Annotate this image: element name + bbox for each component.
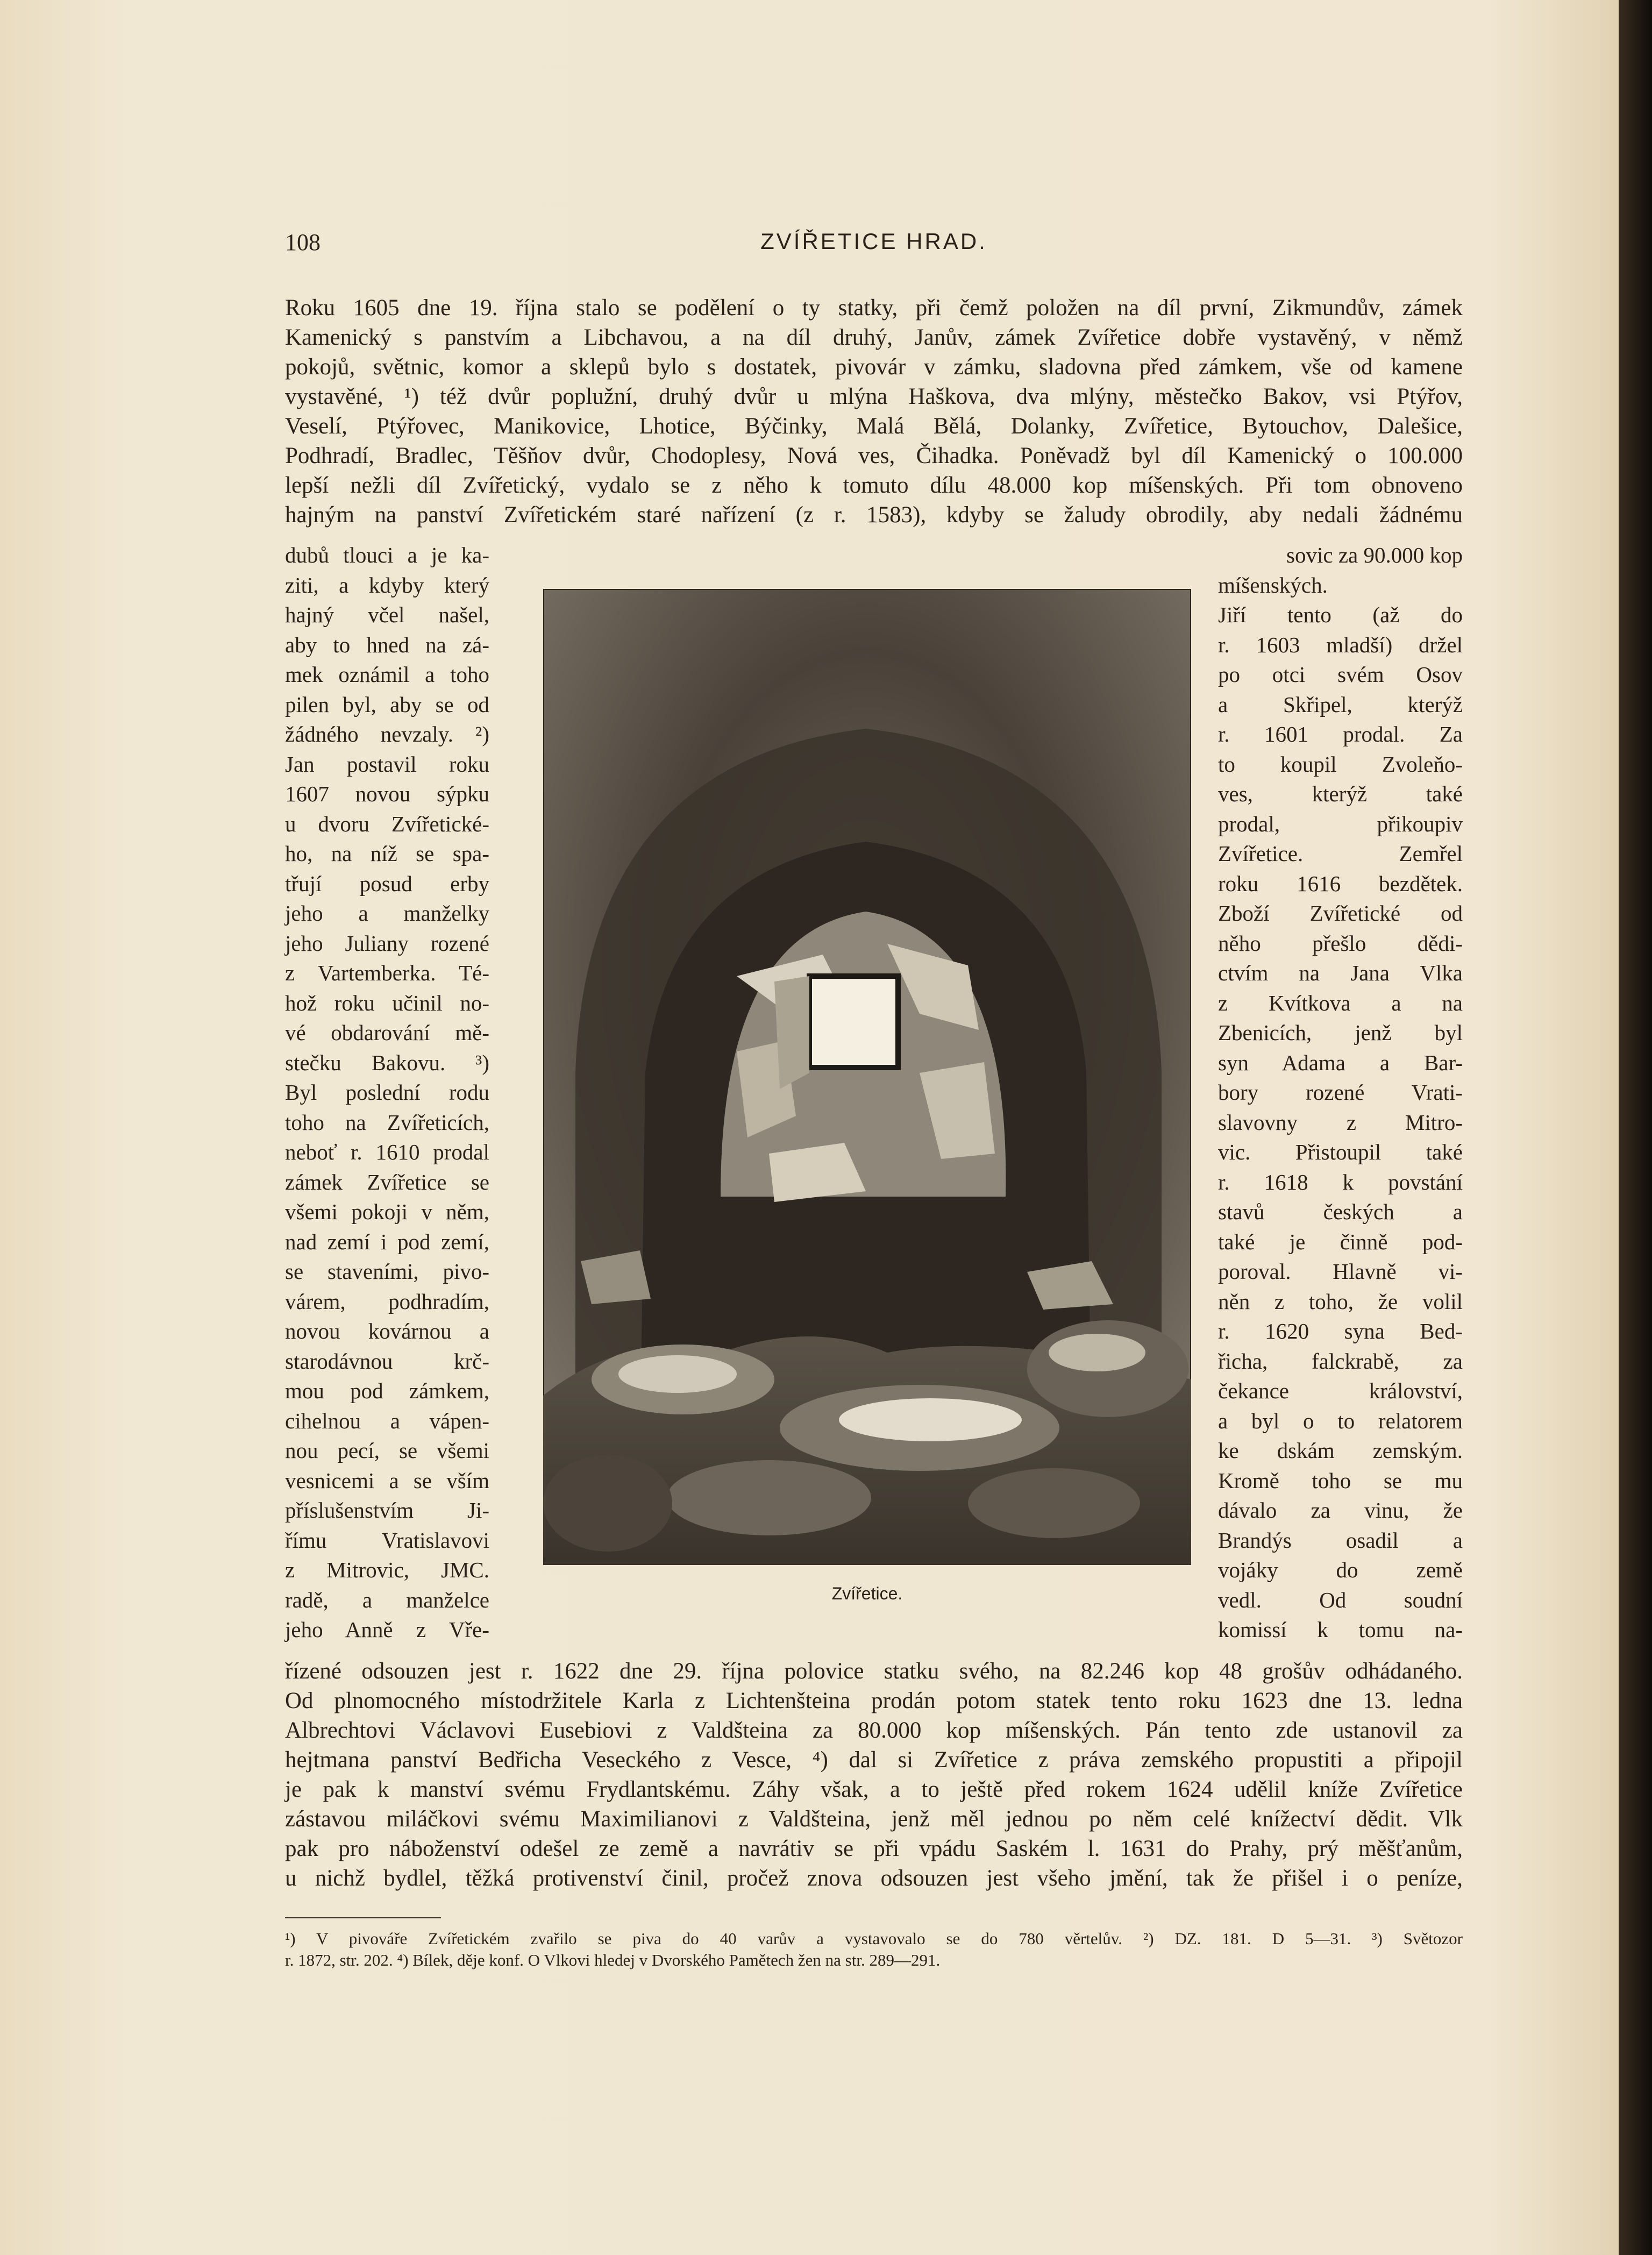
text-line: a Skřipel, kterýž: [1218, 692, 1463, 717]
text-line: jeho Anně z Vře-: [285, 1617, 489, 1642]
text-line: také je činně pod-: [1218, 1229, 1463, 1254]
text-line: míšenských.: [1218, 572, 1328, 597]
text-line: jeho Juliany rozené: [285, 930, 489, 956]
text-line: Zvířetice. Zemřel: [1218, 841, 1463, 866]
text-line: ho, na níž se spa-: [285, 841, 489, 866]
text-line: Roku 1605 dne 19. října stalo se podělení o ty statky, při čemž položen na díl první, Zikmundův, zámek: [285, 295, 1463, 321]
text-line: pilen byl, aby se od: [285, 692, 489, 717]
text-line: pak pro náboženství odešel ze země a navrátiv se při vpádu Saském l. 1631 do Prahy, prý měšťanům,: [285, 1836, 1463, 1861]
text-line: jeho a manželky: [285, 901, 489, 926]
text-line: toho na Zvířeticích,: [285, 1109, 489, 1135]
figure-caption: Zvířetice.: [831, 1584, 903, 1603]
page-number: 108: [285, 229, 321, 255]
text-line: Albrechtovi Václavovi Eusebiovi z Valdšteina za 80.000 kop míšenských. Pán tento zde ustanovil za: [285, 1718, 1463, 1743]
text-line: je pak k manství svému Frydlantskému. Záhy však, a to ještě před rokem 1624 udělil kníže Zvířetice: [285, 1777, 1463, 1802]
text-line: hajným na panství Zvířetickém staré nařízení (z r. 1583), kdyby se žaludy obrodily, aby nedali žádnému: [285, 502, 1463, 528]
footnote-line: ¹) V pivováře Zvířetickém zvařilo se piva do 40 varův a vystavovalo se do 780 věrtelův. ²) DZ. 181. D 5—31. ³) Světozor: [285, 1929, 1463, 1948]
text-line: řízené odsouzen jest r. 1622 dne 29. října polovice statku svého, na 82.246 kop 48 grošův odhádaného.: [285, 1659, 1463, 1684]
text-line: lepší nežli díl Zvířetický, vydalo se z něho k tomuto dílu 48.000 kop míšenských. Při tom obnoveno: [285, 473, 1463, 498]
text-line: vesnicemi a se vším: [285, 1468, 489, 1493]
body-text-bottom: [285, 1656, 1463, 1893]
text-column-right: [1218, 540, 1463, 1645]
text-line: vedl. Od soudní: [1218, 1587, 1463, 1612]
text-line: stečku Bakovu. ³): [285, 1050, 489, 1075]
text-line: všemi pokoji v něm,: [285, 1199, 489, 1224]
text-line: komissí k tomu na-: [1218, 1617, 1463, 1642]
text-line: řicha, falckrabě, za: [1218, 1348, 1463, 1374]
text-line: r. 1603 mladší) držel: [1218, 632, 1463, 657]
footnotes: [285, 1928, 1463, 1971]
text-line: 1607 novou sýpku: [285, 781, 489, 806]
text-line: Byl poslední rodu: [285, 1080, 489, 1105]
text-line: sovic za 90.000 kop: [1286, 543, 1463, 567]
text-line: ke dskám zemským.: [1218, 1438, 1463, 1463]
text-line: stavů českých a: [1218, 1199, 1463, 1224]
text-line: z Vartemberka. Té-: [285, 961, 489, 985]
text-line: vystavěné, ¹) též dvůr poplužní, druhý dvůr u mlýna Haškova, dva mlýny, městečko Bakov, vsi Ptýřov,: [285, 384, 1463, 409]
text-line: ziti, a kdyby který: [285, 572, 489, 597]
text-line: vic. Přistoupil také: [1218, 1140, 1463, 1164]
page-header: [285, 229, 1463, 261]
text-line: zámek Zvířetice se: [285, 1169, 489, 1194]
text-line: nad zemí i pod zemí,: [285, 1229, 489, 1254]
text-line: bory rozené Vrati-: [1218, 1080, 1463, 1105]
text-line: Brandýs osadil a: [1218, 1527, 1463, 1553]
text-line: nou pecí, se všemi: [285, 1438, 489, 1463]
text-line: hajný včel našel,: [285, 602, 489, 627]
text-line: Kromě toho se mu: [1218, 1468, 1463, 1493]
text-line: římu Vratislavovi: [285, 1527, 489, 1553]
text-line: starodávnou krč-: [285, 1348, 489, 1374]
text-line: něho přešlo dědi-: [1218, 930, 1463, 956]
text-line: třují posud erby: [285, 871, 489, 896]
text-line: čekance království,: [1218, 1378, 1463, 1403]
text-column-left: [285, 540, 489, 1645]
text-line: se staveními, pivo-: [285, 1259, 489, 1284]
footnote-line: r. 1872, str. 202. ⁴) Bílek, děje konf. O Vlkovi hledej v Dvorského Pamětech žen na str. 289—291.: [285, 1951, 941, 1969]
text-line: vojáky do země: [1218, 1557, 1463, 1582]
illustration-castle-window: [543, 589, 1191, 1565]
text-line: syn Adama a Bar-: [1218, 1050, 1463, 1075]
text-line: radě, a manželce: [285, 1587, 489, 1612]
text-line: to koupil Zvoleňo-: [1218, 751, 1463, 777]
text-line: Jiří tento (až do: [1218, 602, 1463, 627]
text-line: mou pod zámkem,: [285, 1378, 489, 1403]
text-line: Od plnomocného místodržitele Karla z Lichtenšteina prodán potom statek tento roku 1623 dne 13. ledna: [285, 1688, 1463, 1713]
text-line: cihelnou a vápen-: [285, 1408, 489, 1433]
text-line: novou kovárnou a: [285, 1319, 489, 1343]
text-line: r. 1601 prodal. Za: [1218, 722, 1463, 746]
text-line: prodal, přikoupiv: [1218, 811, 1463, 836]
text-line: vé obdarování mě-: [285, 1020, 489, 1045]
text-line: a byl o to relatorem: [1218, 1408, 1463, 1433]
text-line: z Kvítkova a na: [1218, 990, 1463, 1015]
text-line: Zbenicích, jenž byl: [1218, 1020, 1463, 1045]
text-line: něn z toho, že volil: [1218, 1289, 1463, 1314]
text-line: pokojů, světnic, komor a sklepů bylo s dostatek, pivovár v zámku, sladovna před zámkem, vše od kamene: [285, 354, 1463, 380]
text-line: u nichž bydlel, těžká protivenství činil, pročež znova odsouzen jest všeho jmění, tak že přišel i o peníze,: [285, 1866, 1463, 1891]
text-line: hož roku učinil no-: [285, 990, 489, 1015]
text-line: zástavou miláčkovi svému Maximilianovi z Valdšteina, jenž měl jednou po něm celé knížectví dědit. Vlk: [285, 1806, 1463, 1832]
text-line: z Mitrovic, JMC.: [285, 1557, 489, 1582]
text-line: hejtmana panství Bedřicha Veseckého z Vesce, ⁴) dal si Zvířetice z práva zemského propustiti a připojil: [285, 1747, 1463, 1773]
body-text-top: [285, 293, 1463, 530]
book-binding-edge: [1619, 0, 1652, 2255]
text-line: poroval. Hlavně vi-: [1218, 1259, 1463, 1284]
text-line: Veselí, Ptýřovec, Manikovice, Lhotice, Býčinky, Malá Bělá, Dolanky, Zvířetice, Bytouchov, Dalešice,: [285, 414, 1463, 439]
text-line: várem, podhradím,: [285, 1289, 489, 1314]
text-line: mek oznámil a toho: [285, 662, 489, 687]
text-line: žádného nevzaly. ²): [285, 722, 489, 746]
running-title: ZVÍŘETICE HRAD.: [760, 229, 987, 254]
text-line: po otci svém Osov: [1218, 662, 1463, 687]
text-line: Podhradí, Bradlec, Těšňov dvůr, Chodoplesy, Nová ves, Čihadka. Poněvadž byl díl Kamenický o 100.000: [285, 443, 1463, 468]
text-line: příslušenstvím Ji-: [285, 1498, 489, 1523]
text-line: Kamenický s panstvím a Libchavou, a na díl druhý, Janův, zámek Zvířetice dobře vystavěný, v němž: [285, 325, 1463, 350]
text-line: r. 1618 k povstání: [1218, 1169, 1463, 1194]
text-line: dubů tlouci a je ka-: [285, 543, 489, 567]
text-line: dávalo za vinu, že: [1218, 1498, 1463, 1523]
footnote-divider: [285, 1917, 441, 1918]
text-line: roku 1616 bezdětek.: [1218, 871, 1463, 896]
text-line: aby to hned na zá-: [285, 632, 489, 657]
text-line: u dvoru Zvířetické-: [285, 811, 489, 836]
text-line: r. 1620 syna Bed-: [1218, 1319, 1463, 1343]
text-line: Zboží Zvířetické od: [1218, 901, 1463, 926]
text-line: ctvím na Jana Vlka: [1218, 961, 1463, 985]
text-line: ves, kterýž také: [1218, 781, 1463, 806]
text-line: slavovny z Mitro-: [1218, 1109, 1463, 1135]
text-line: neboť r. 1610 prodal: [285, 1140, 489, 1164]
text-line: Jan postavil roku: [285, 751, 489, 777]
